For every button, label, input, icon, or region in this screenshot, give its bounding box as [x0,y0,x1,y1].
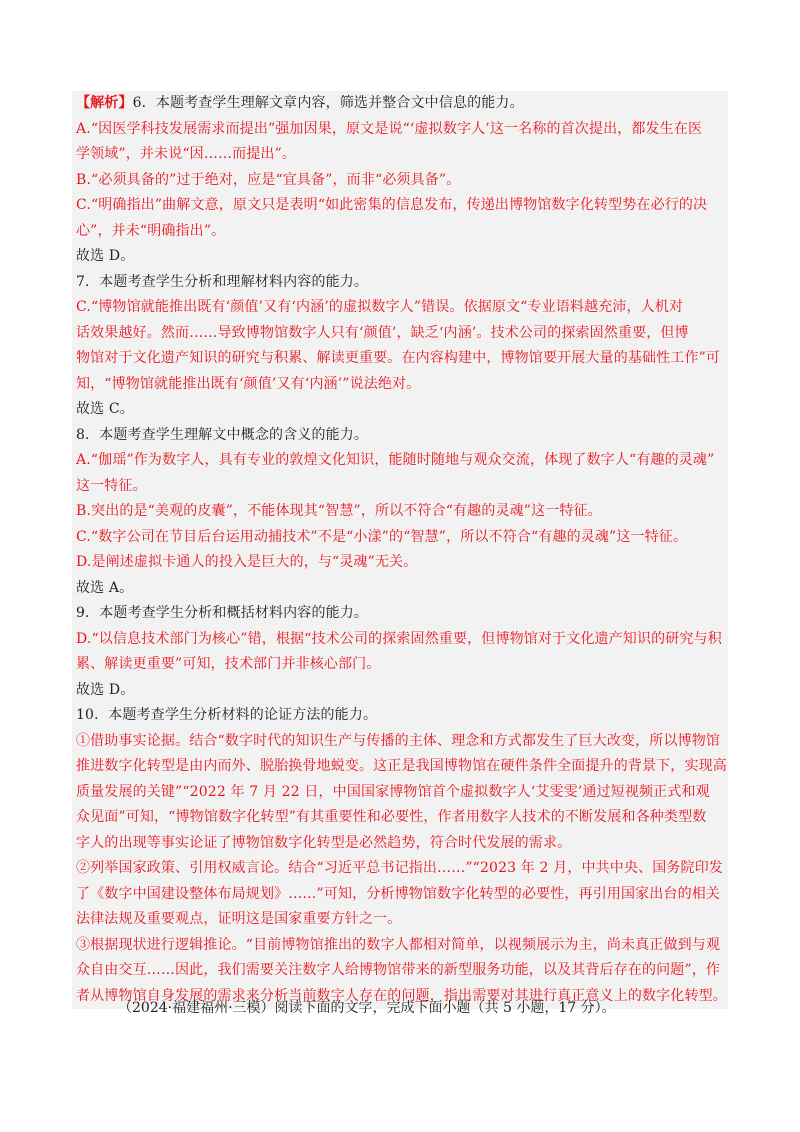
analysis-line-text: 法律法规及重要观点，证明这是国家重要方针之一。 [76,911,402,927]
analysis-line-text: 故选 D。 [76,681,135,698]
analysis-line [76,805,724,831]
analysis-line [76,142,724,168]
analysis-line-text: 者从博物馆自身发展的需求来分析当前数字人存在的问题，指出需要对其进行真正意义上的数字化转型。 [76,987,727,1004]
analysis-line-text: 10．本题考查学生分析材料的论证方法的能力。 [76,707,378,723]
analysis-line [76,780,724,806]
next-question-intro: （2024·福建福州·三模）阅读下面的文字，完成下面小题（共 5 小题，17 分）。 [118,1000,616,1016]
analysis-line [76,244,724,270]
analysis-line-text: 知，“博物馆就能推出既有‘颜值’又有‘内涵’”说法绝对。 [76,375,421,392]
analysis-line-text: 心”，并未“明确指出”。 [76,222,226,239]
analysis-line-text: 6．本题考查学生理解文章内容，筛选并整合文中信息的能力。 [132,95,524,111]
analysis-tag: 【解析】 [76,95,133,111]
analysis-line-text: ②列举国家政策、引用权威言论。结合“习近平总书记指出……”“2023 年 2 月，中共中央、国务院印发 [76,860,724,876]
analysis-line-text: 这一特征。 [76,477,147,494]
analysis-line-text: 了《数字中国建设整体布局规划》……”可知，分析博物馆数字化转型的必要性，再引用国家出台的相关 [76,885,721,902]
analysis-line-text: 学领域”，并未说“因……而提出”。 [76,146,297,162]
analysis-line [76,91,724,117]
analysis-line-text: 故选 D。 [76,248,135,264]
analysis-line [76,882,724,908]
analysis-line [76,831,724,857]
analysis-line [76,448,724,474]
analysis-line-text: 物馆对于文化遗产知识的研究与积累、解读更重要。在内容构建中，博物馆要开展大量的基础性工作”可 [76,350,721,366]
analysis-line-text: C.“博物馆就能推出既有‘颜值’又有‘内涵’的虚拟数字人”错误。依据原文“专业语料越充沛，人机对 [76,299,684,315]
analysis-line [76,346,724,372]
analysis-line [76,627,724,653]
analysis-line [76,729,724,755]
answer-analysis-block [72,91,728,1009]
analysis-line [76,754,727,780]
analysis-line [76,117,724,143]
analysis-line-text: ①借助事实论据。结合“数字时代的知识生产与传播的主体、理念和方式都发生了巨大改变，所以博物馆 [76,732,721,749]
analysis-line-text: D.是阐述虚拟卡通人的投入是巨大的，与“灵魂”无关。 [76,554,418,570]
analysis-line [76,499,724,525]
analysis-line [76,958,724,984]
analysis-line [76,270,724,296]
analysis-line-text: 推进数字化转型是由内而外、脱胎换骨地蜕变。这正是我国博物馆在硬件条件全面提升的背景下，实现高 [76,758,727,774]
analysis-line-text: 话效果越好。然而……导致博物馆数字人只有‘颜值’，缺乏‘内涵’。技术公司的探索固然重要，但博 [76,324,689,341]
analysis-line-text: ③根据现状进行逻辑推论。“目前博物馆推出的数字人都相对简单，以视频展示为主，尚未真正做到与观 [76,936,721,953]
analysis-line [76,321,724,347]
analysis-line [76,652,724,678]
analysis-line-text: A.“因医学科技发展需求而提出”强加因果，原文是说“‘虚拟数字人’这一名称的首次提出，都发生在医 [76,120,703,137]
analysis-line [76,933,724,959]
analysis-line-text: 众自由交互……因此，我们需要关注数字人给博物馆带来的新型服务功能，以及其背后存在的问题”，作 [76,962,721,978]
analysis-line [76,550,724,576]
analysis-line [76,295,724,321]
analysis-line [76,856,724,882]
analysis-line-text: A.“伽瑶”作为数字人，具有专业的敦煌文化知识，能随时随地与观众交流，体现了数字人“有趣的灵魂” [76,452,715,468]
analysis-line [76,168,724,194]
analysis-line [76,678,724,704]
analysis-line [76,576,724,602]
analysis-line-text: 质量发展的关键”“2022 年 7 月 22 日，中国国家博物馆首个虚拟数字人‘艾雯雯’通过短视频正式和观 [76,783,710,800]
analysis-line [76,423,724,449]
analysis-line [76,193,724,219]
analysis-line-text: C.“数字公司在节目后台运用动捕技术”不是“小漾”的“智慧”，所以不符合“有趣的灵魂”这一特征。 [76,528,688,545]
analysis-line-text: 故选 C。 [76,401,134,417]
analysis-line-text: B.突出的是“美观的皮囊”，不能体现其“智慧”，所以不符合“有趣的灵魂”这一特征。 [76,503,602,519]
analysis-line [76,397,724,423]
analysis-line [76,907,724,933]
analysis-line-text: C.“明确指出”曲解文意，原文只是表明“如此密集的信息发布，传递出博物馆数字化转型势在必行的决 [76,197,708,213]
analysis-line-text: D.“以信息技术部门为核心”错，根据“技术公司的探索固然重要，但博物馆对于文化遗产知识的研究与积 [76,630,722,647]
analysis-line-text: 7．本题考查学生分析和理解材料内容的能力。 [76,273,369,290]
analysis-line [76,372,724,398]
analysis-line-text: 众见面”可知，“博物馆数字化转型”有其重要性和必要性，作者用数字人技术的不断发展和各种类型数 [76,809,707,825]
analysis-line [76,474,724,500]
analysis-line-text: 9．本题考查学生分析和概括材料内容的能力。 [76,605,369,621]
analysis-line [76,601,724,627]
analysis-line-text: 故选 A。 [76,579,134,596]
analysis-line [76,525,724,551]
analysis-line-text: 累、解读更重要”可知，技术部门并非核心部门。 [76,656,381,672]
analysis-line [76,703,724,729]
analysis-line [76,219,724,245]
analysis-line-text: 字人的出现等事实论证了博物馆数字化转型是必然趋势，符合时代发展的需求。 [76,834,572,851]
analysis-line-text: 8．本题考查学生理解文中概念的含义的能力。 [76,426,369,443]
analysis-line-text: B.“必须具备的”过于绝对，应是“宜具备”，而非“必须具备”。 [76,171,461,188]
